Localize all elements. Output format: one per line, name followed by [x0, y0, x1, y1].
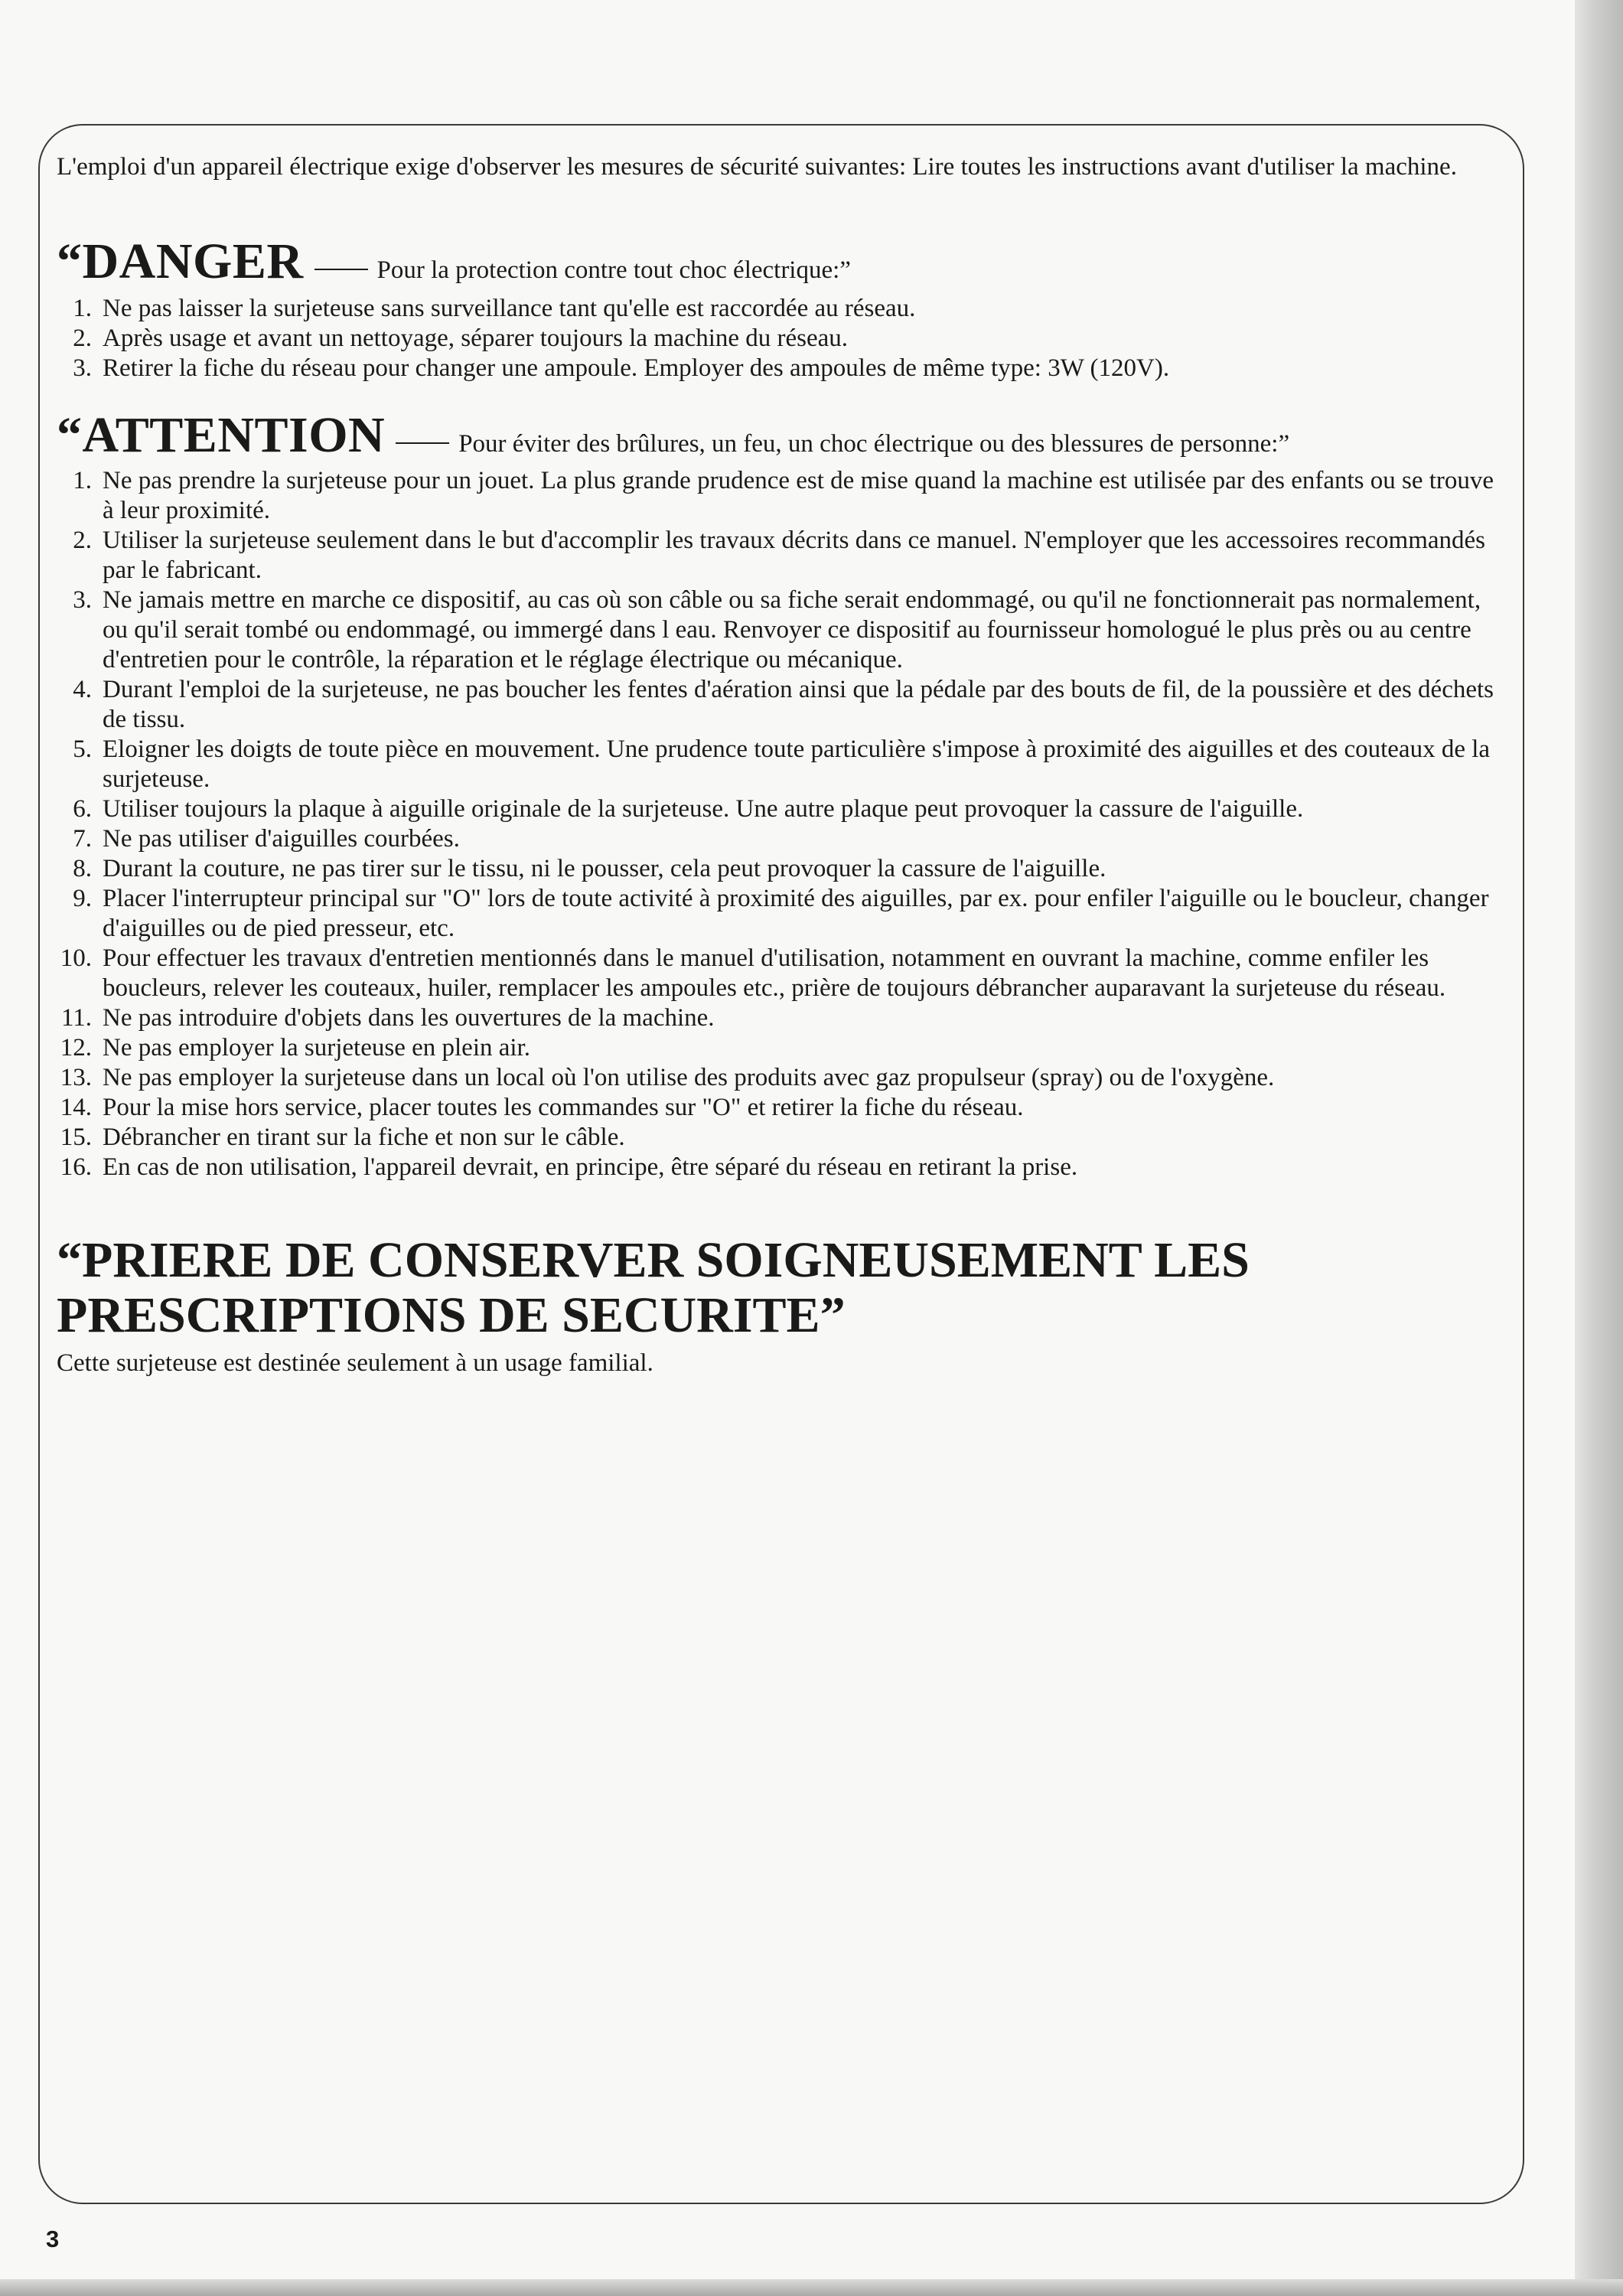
attention-heading [57, 406, 1511, 465]
attention-title: “ATTENTION [57, 407, 386, 463]
list-item [57, 354, 1511, 383]
item-number: 15. [60, 1124, 92, 1151]
item-text: Durant la couture, ne pas tirer sur le tissu, ni le pousser, cela peut provoquer la cassure de l'aiguille. [103, 855, 1106, 882]
list-item [57, 794, 1511, 824]
item-text: Durant l'emploi de la surjeteuse, ne pas boucher les fentes d'aération ainsi que la pédale par des bouts de fil, de la poussière et des déchets de tissu. [103, 676, 1494, 733]
list-item [57, 735, 1511, 794]
item-text: Ne pas laisser la surjeteuse sans surveillance tant qu'elle est raccordée au réseau. [103, 295, 916, 322]
page-number: 3 [46, 2226, 60, 2252]
family-use-note: Cette surjeteuse est destinée seulement à un usage familial. [57, 1349, 653, 1377]
list-item [57, 1063, 1511, 1093]
conserve-section [57, 1233, 1511, 1378]
item-text: Eloigner les doigts de toute pièce en mouvement. Une prudence toute particulière s'impose à proximité des aiguilles et des couteaux de la surjeteuse. [103, 735, 1491, 793]
list-item [57, 824, 1511, 854]
item-text: Débrancher en tirant sur la fiche et non sur le câble. [103, 1124, 625, 1151]
item-number: 6. [73, 795, 92, 823]
item-number: 4. [73, 676, 92, 703]
heading-dash [396, 442, 449, 444]
heading-dash [314, 269, 368, 270]
item-number: 12. [60, 1034, 92, 1062]
item-number: 11. [60, 1004, 92, 1032]
item-text: Pour effectuer les travaux d'entretien mentionnés dans le manuel d'utilisation, notamment en ouvrant la machine, comme enfiler les boucleurs, relever les couteaux, huiler, remplacer les ampoules etc., prière de toujours débrancher auparavant la surjeteuse du réseau. [103, 944, 1446, 1002]
list-item [57, 884, 1511, 944]
list-item [57, 675, 1511, 735]
page-edge-shadow [1575, 0, 1623, 2296]
item-text: Ne pas prendre la surjeteuse pour un jouet. La plus grande prudence est de mise quand la machine est utilisée par des enfants ou se trouve à leur proximité. [103, 467, 1494, 524]
item-number: 2. [73, 325, 92, 352]
item-text: Ne pas introduire d'objets dans les ouvertures de la machine. [103, 1004, 715, 1032]
attention-subtitle: Pour éviter des brûlures, un feu, un choc électrique ou des blessures de personne:” [458, 430, 1290, 458]
item-text: Utiliser toujours la plaque à aiguille originale de la surjeteuse. Une autre plaque peut provoquer la cassure de l'aiguille. [103, 795, 1304, 823]
conserve-heading-line-1: “PRIERE DE CONSERVER SOIGNEUSEMENT LES [57, 1232, 1250, 1288]
list-item [57, 1003, 1511, 1033]
item-number: 13. [60, 1064, 92, 1091]
item-number: 3. [73, 586, 92, 614]
danger-list [57, 294, 1511, 383]
page-bottom-edge [0, 2279, 1623, 2296]
item-text: Pour la mise hors service, placer toutes les commandes sur "O" et retirer la fiche du réseau. [103, 1094, 1024, 1121]
list-item [57, 466, 1511, 526]
intro-paragraph: L'emploi d'un appareil électrique exige d'observer les mesures de sécurité suivantes: Lire toutes les instructions avant d'utiliser la machine. [57, 153, 1457, 181]
list-item [57, 854, 1511, 884]
item-number: 9. [73, 885, 92, 912]
item-number: 5. [73, 735, 92, 763]
danger-heading [57, 233, 1511, 291]
item-number: 8. [73, 855, 92, 882]
danger-subtitle: Pour la protection contre tout choc électrique:” [376, 256, 851, 284]
list-item [57, 1093, 1511, 1123]
item-text: Ne pas utiliser d'aiguilles courbées. [103, 825, 460, 853]
list-item [57, 324, 1511, 354]
safety-instructions [57, 150, 1511, 1378]
danger-title: “DANGER [57, 233, 304, 289]
item-number: 14. [60, 1094, 92, 1121]
item-text: En cas de non utilisation, l'appareil devrait, en principe, être séparé du réseau en retirant la prise. [103, 1153, 1078, 1181]
list-item [57, 294, 1511, 324]
item-number: 7. [73, 825, 92, 853]
attention-list [57, 466, 1511, 1182]
list-item [57, 944, 1511, 1003]
item-text: Ne jamais mettre en marche ce dispositif, au cas où son câble ou sa fiche serait endommagé, ou qu'il ne fonctionnerait pas normalement, ou qu'il serait tombé ou endommagé, ou immergé dans l eau. Renvoyer ce dispositif au fournisseur homologué le plus près ou au centre d'entretien pour le contrôle, la réparation et le réglage électrique ou mécanique. [103, 586, 1481, 673]
list-item [57, 1153, 1511, 1182]
item-text: Retirer la fiche du réseau pour changer une ampoule. Employer des ampoules de même type: 3W (120V). [103, 354, 1170, 382]
item-text: Après usage et avant un nettoyage, séparer toujours la machine du réseau. [103, 325, 849, 352]
list-item [57, 526, 1511, 585]
list-item [57, 1033, 1511, 1063]
item-number: 2. [73, 527, 92, 554]
item-number: 1. [73, 295, 92, 322]
item-text: Ne pas employer la surjeteuse en plein air. [103, 1034, 530, 1062]
item-number: 16. [60, 1153, 92, 1181]
item-text: Utiliser la surjeteuse seulement dans le but d'accomplir les travaux décrits dans ce manuel. N'employer que les accessoires recommandés par le fabricant. [103, 527, 1486, 584]
item-text: Ne pas employer la surjeteuse dans un local où l'on utilise des produits avec gaz propulseur (spray) ou de l'oxygène. [103, 1064, 1275, 1091]
list-item [57, 585, 1511, 675]
list-item [57, 1123, 1511, 1153]
item-text: Placer l'interrupteur principal sur "O" lors de toute activité à proximité des aiguilles, par ex. pour enfiler l'aiguille ou le boucleur, changer d'aiguilles ou de pied presseur, etc. [103, 885, 1489, 942]
item-number: 3. [73, 354, 92, 382]
conserve-heading-line-2: PRESCRIPTIONS DE SECURITE” [57, 1287, 846, 1343]
item-number: 1. [73, 467, 92, 494]
item-number: 10. [60, 944, 92, 972]
